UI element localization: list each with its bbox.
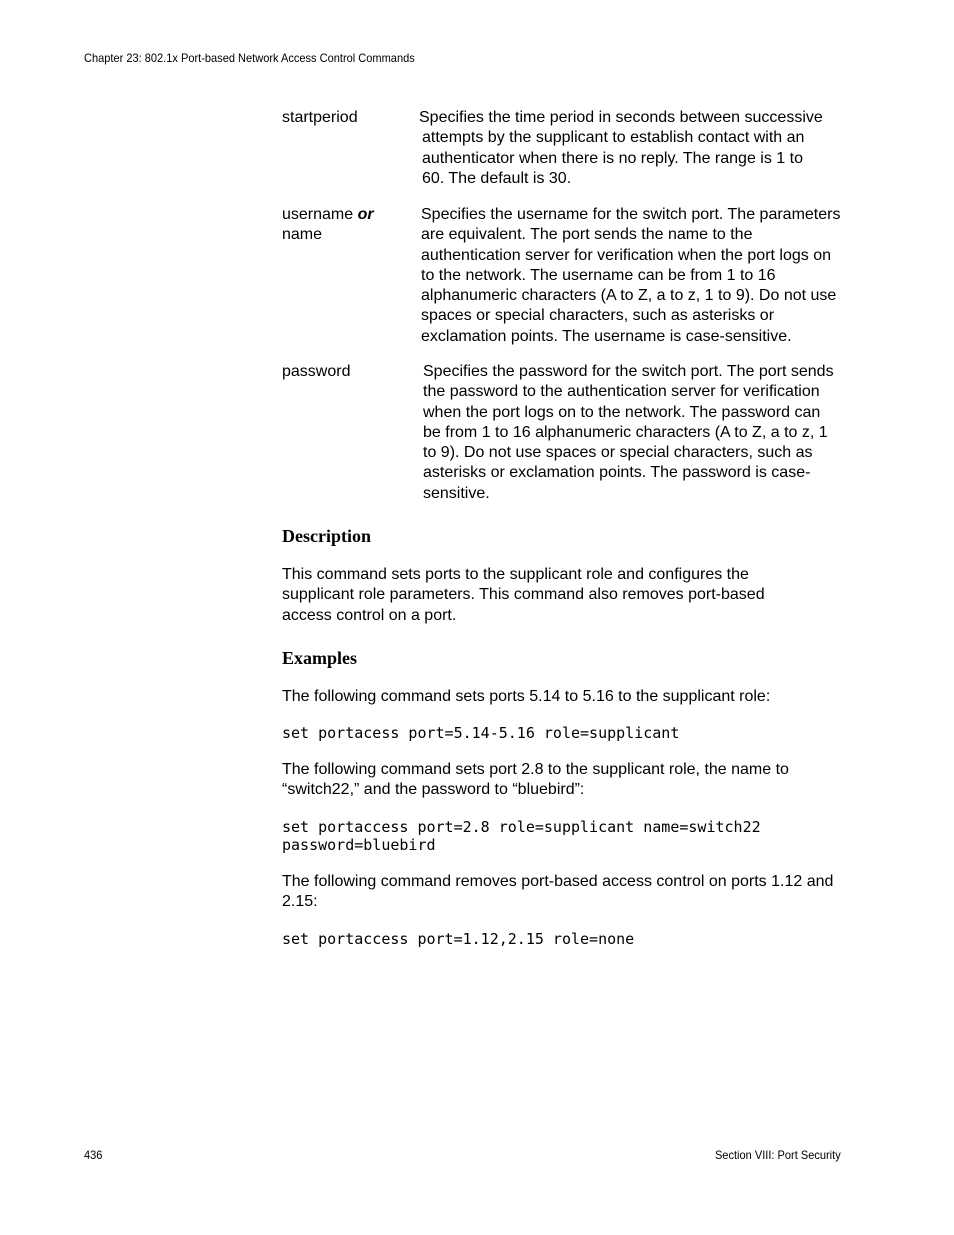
example-1-text: The following command sets ports 5.14 to 5.16 to the supplicant role: bbox=[282, 688, 771, 705]
param-desc-startperiod bbox=[419, 108, 829, 189]
param-term-username-part2: name bbox=[282, 226, 323, 244]
example-1-code: set portacess port=5.14-5.16 role=supplicant bbox=[282, 724, 680, 742]
examples-heading: Examples bbox=[282, 648, 358, 668]
example-2-code: set portaccess port=2.8 role=supplicant name=switch22 password=bluebird bbox=[282, 818, 761, 854]
param-term-startperiod: startperiod bbox=[282, 109, 358, 126]
running-head: Chapter 23: 802.1x Port-based Network Access Control Commands bbox=[84, 51, 415, 65]
description-text: This command sets ports to the supplicant role and configures the supplicant role parameters. This command also removes port-based access control on a port. bbox=[282, 566, 765, 624]
param-desc-username: Specifies the username for the switch port. The parameters are equivalent. The port sends the name to the authentication server for verification when the port logs on to the network. The username can be from 1 to 16 alphanumeric characters (A to Z, a to z, 1 to 9). Do not use spaces or special characters, such as asterisks or exclamation points. The username is case-sensitive. bbox=[421, 206, 841, 345]
example-3-text: The following command removes port-based access control on ports 1.12 and 2.15: bbox=[282, 873, 834, 911]
example-2-text: The following command sets port 2.8 to the supplicant role, the name to “switch22,” and the password to “bluebird”: bbox=[282, 761, 789, 799]
description-heading: Description bbox=[282, 526, 371, 546]
param-desc-startperiod-text: Specifies the time period in seconds between successive attempts by the supplicant to establish contact with an authenticator when there is no reply. The range is 1 to 60. The default is 30. bbox=[419, 109, 823, 187]
param-term-or: or bbox=[357, 206, 374, 223]
section-title: Section VIII: Port Security bbox=[715, 1148, 841, 1162]
param-desc-password: Specifies the password for the switch port. The port sends the password to the authentication server for verification when the port logs on to the network. The password can be from 1 to 16 alphanumeric characters (A to Z, a to z, 1 to 9). Do not use spaces or special characters, such as asterisks or exclamation points. The password is case-sensitive. bbox=[423, 363, 834, 502]
param-term-password: password bbox=[282, 363, 351, 380]
param-term-username bbox=[282, 205, 374, 246]
param-term-username-part1: username bbox=[282, 206, 358, 223]
example-3-code: set portaccess port=1.12,2.15 role=none bbox=[282, 930, 635, 948]
page-number: 436 bbox=[84, 1148, 103, 1162]
